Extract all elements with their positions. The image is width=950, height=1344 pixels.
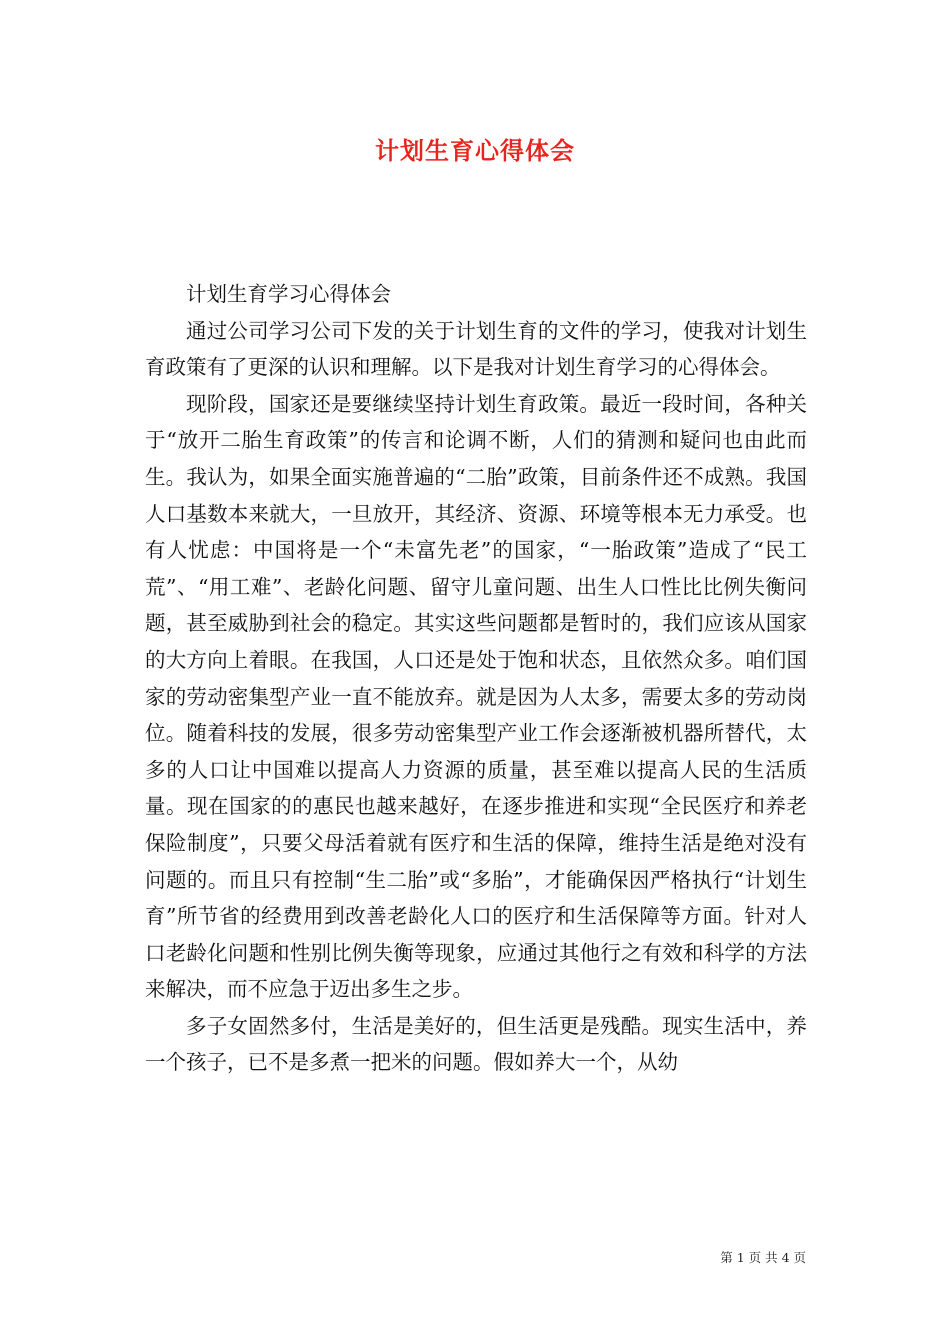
section-heading: 计划生育学习心得体会 <box>186 282 391 306</box>
page-title: 计划生育心得体会 <box>375 136 575 165</box>
paragraph-intro: 通过公司学习公司下发的关于计划生育的文件的学习，使我对计划生育政策有了更深的认识和理解。以下是我对计划生育学习的心得体会。 <box>145 318 807 380</box>
paragraph-children: 多子女固然多付，生活是美好的，但生活更是残酷。现实生活中，养一个孩子，已不是多煮一把米的问题。假如养大一个，从幼 <box>145 1013 807 1075</box>
paragraph-policy: 现阶段，国家还是要继续坚持计划生育政策。最近一段时间，各种关于“放开二胎生育政策”的传言和论调不断，人们的猜测和疑问也由此而生。我认为，如果全面实施普遍的“二胎”政策，目前条件还不成熟。我国人口基数本来就大，一旦放开，其经济、资源、环境等根本无力承受。也有人忧虑：中国将是一个“未富先老”的国家，“一胎政策”造成了“民工荒”、“用工难”、老龄化问题、留守儿童问题、出生人口性比比例失衡问题，甚至威胁到社会的稳定。其实这些问题都是暂时的，我们应该从国家的大方向上着眼。在我国，人口还是处于饱和状态，且依然众多。咱们国家的劳动密集型产业一直不能放弃。就是因为人太多，需要太多的劳动岗位。随着科技的发展，很多劳动密集型产业工作会逐渐被机器所替代，太多的人口让中国难以提高人力资源的质量，甚至难以提高人民的生活质量。现在国家的的惠民也越来越好，在逐步推进和实现“全民医疗和养老保险制度”，只要父母活着就有医疗和生活的保障，维持生活是绝对没有问题的。而且只有控制“生二胎”或“多胎”，才能确保因严格执行“计划生育”所节省的经费用到改善老龄化人口的医疗和生活保障等方面。针对人口老龄化问题和性别比例失衡等现象，应通过其他行之有效和科学的方法来解决，而不应急于迈出多生之步。 <box>145 391 807 1002</box>
document-body <box>145 276 807 1081</box>
page-number-footer: 第 1 页 共 4 页 <box>720 1250 806 1265</box>
